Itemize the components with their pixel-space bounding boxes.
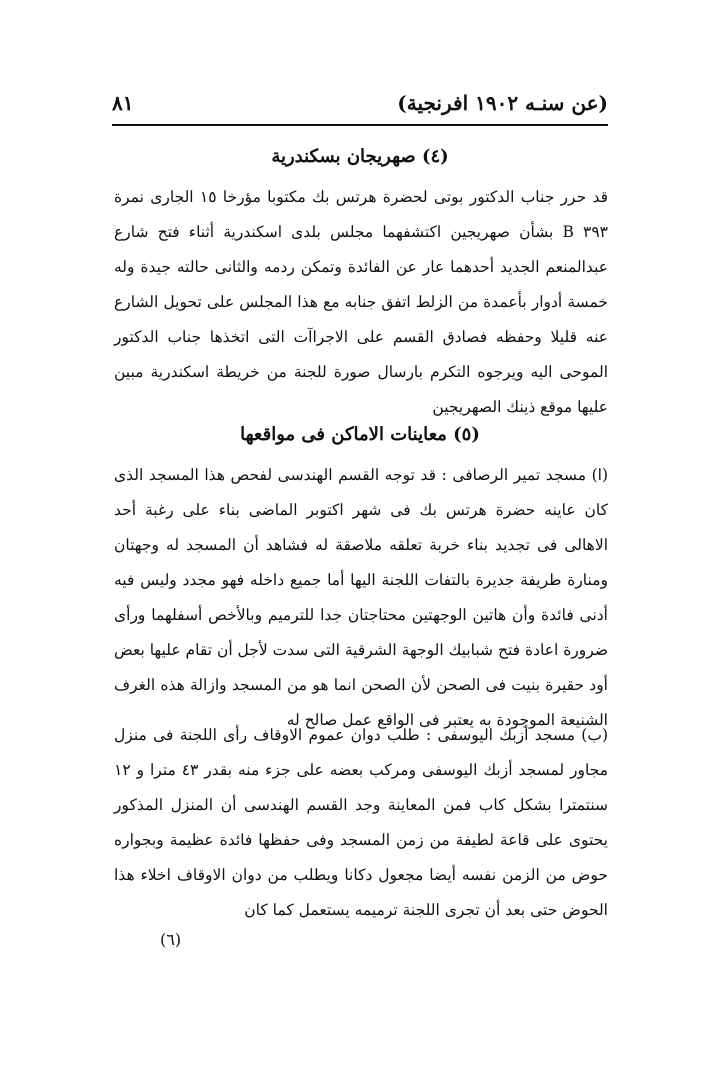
section-title-4: (٤) صهريجان بسكندرية: [271, 146, 449, 167]
section-5-paragraph-b: (ب) مسجد أزبك اليوسفى : طلب دوان عموم الاوقاف رأى اللجنة فى منزل مجاور لمسجد أزبك اليوسفى ومركب بعضه على جزء منه بقدر ٤٣ مترا و ١٢ سنتمترا بشكل كاب فمن المعاينة وجد القسم الهندسى أن المنزل المذكور يحتوى على قاعة لطيفة من زمن المسجد وفى حفظها فائدة عظيمة وبجواره حوض من الزمن نفسه أيضا مجعول دكانا ويطلب من دوان الاوقاف اخلاء هذا الحوض حتى بعد أن تجرى اللجنة ترميمه يستعمل كما كان: [114, 726, 609, 919]
page-header: [112, 86, 608, 120]
signature-mark: (٦): [160, 930, 182, 949]
header-rule: [112, 124, 608, 126]
section-title-5: (٥) معاينات الاماكن فى مواقعها: [240, 424, 480, 445]
section-4-paragraph: قد حرر جناب الدكتور بوتى لحضرة هرتس بك مكتوبا مؤرخا ١٥ الجارى نمرة ٣٩٣ B بشأن صهريجين اكتشفهما مجلس بلدى اسكندرية أثناء فتح شارع عبدالمنعم الجديد أحدهما عار عن الفائدة وتمكن ردمه والثانى حالته جيدة وله خمسة أدوار بأعمدة من الزلط اتفق جنابه مع هذا المجلس على تحويل الشارع عنه قليلا وحفظه فصادق القسم على الاجراآت التى اتخذها جناب الدكتور الموحى اليه ويرجوه التكرم بارسال صورة للجنة من خريطة اسكندرية مبين عليها موقع ذينك الصهريجين: [114, 188, 608, 416]
page-number: ٨١: [112, 91, 134, 115]
section-5-paragraph-a: (ا) مسجد تمير الرصافى : قد توجه القسم الهندسى لفحص هذا المسجد الذى كان عاينه حضرة هرتس بك فى شهر اكتوبر الماضى بناء على رغبة أحد الاهالى فى تجديد بناء خربة تعلقه ملاصقة له فشاهد أن المسجد له وجهتان ومنارة طريفة جديرة بالتفات اللجنة اليها أما جميع داخله فهو مجدد وليس فيه أدنى فائدة وأن هاتين الوجهتين محتاجتان جدا للترميم وبالأخص أسفلهما ورأى ضرورة اعادة فتح شبابيك الوجهة الشرقية التى سدت لأجل أن تقام عليها بعض أود حقيرة بنيت فى الصحن لأن الصحن انما هو من المسجد وازالة هذه الغرف الشنيعة الموجودة به يعتبر فى الواقع عمل صالح له: [113, 466, 608, 729]
running-title: (عن سنـه ١٩٠٢ افرنجية): [397, 91, 608, 115]
